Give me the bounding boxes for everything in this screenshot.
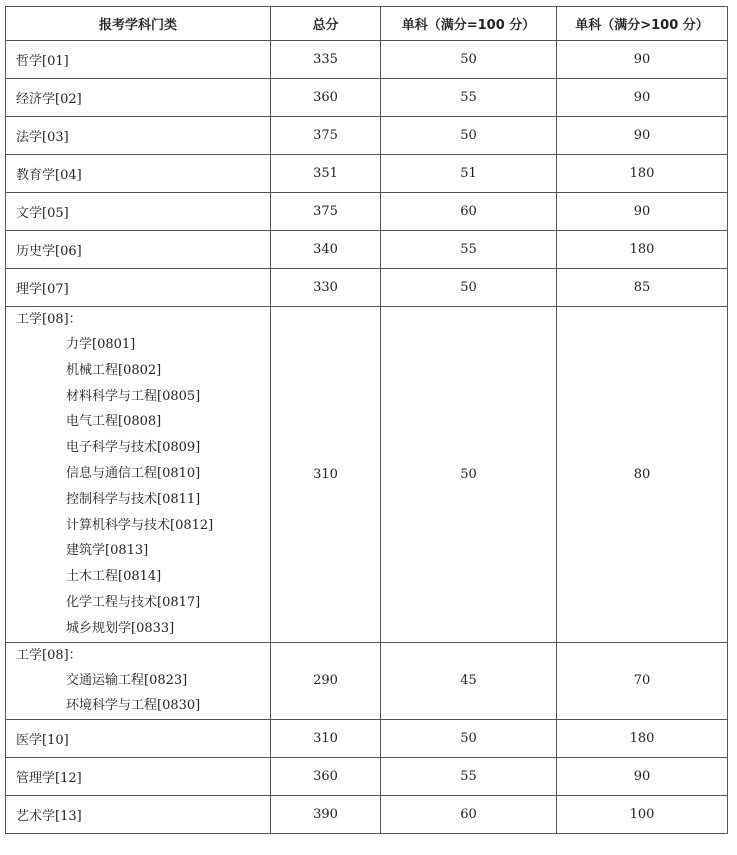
total-cell: 340 bbox=[271, 231, 381, 269]
subdiscipline-item: 材料科学与工程[0805] bbox=[66, 388, 201, 404]
subdiscipline-item: 交通运输工程[0823] bbox=[66, 672, 188, 688]
table-row bbox=[6, 796, 728, 834]
category-cell: 经济学[02] bbox=[6, 79, 271, 117]
subdiscipline-item: 建筑学[0813] bbox=[66, 543, 149, 559]
subdiscipline-item: 环境科学与工程[0830] bbox=[66, 698, 201, 714]
category-cell: 艺术学[13] bbox=[6, 796, 271, 834]
header-single-100: 单科（满分=100 分） bbox=[381, 7, 557, 41]
category-cell: 法学[03] bbox=[6, 117, 271, 155]
total-cell: 330 bbox=[271, 269, 381, 307]
single-gt100-cell: 180 bbox=[557, 155, 728, 193]
table-row bbox=[6, 231, 728, 269]
table-row bbox=[6, 155, 728, 193]
subdiscipline-list bbox=[16, 332, 270, 642]
category-group-cell bbox=[6, 307, 271, 643]
total-cell: 360 bbox=[271, 79, 381, 117]
single-gt100-cell: 180 bbox=[557, 720, 728, 758]
group-heading: 工学[08]： bbox=[16, 647, 82, 663]
header-category: 报考学科门类 bbox=[6, 7, 271, 41]
subdiscipline-item: 信息与通信工程[0810] bbox=[66, 465, 201, 481]
single-100-cell: 50 bbox=[381, 307, 557, 643]
total-cell: 310 bbox=[271, 307, 381, 643]
table-row bbox=[6, 79, 728, 117]
single-100-cell: 50 bbox=[381, 117, 557, 155]
single-gt100-cell: 80 bbox=[557, 307, 728, 643]
category-cell: 哲学[01] bbox=[6, 41, 271, 79]
single-gt100-cell: 70 bbox=[557, 642, 728, 720]
table-row bbox=[6, 41, 728, 79]
category-cell: 医学[10] bbox=[6, 720, 271, 758]
single-100-cell: 60 bbox=[381, 796, 557, 834]
total-cell: 390 bbox=[271, 796, 381, 834]
subdiscipline-item: 化学工程与技术[0817] bbox=[66, 594, 201, 610]
table-row bbox=[6, 720, 728, 758]
single-100-cell: 50 bbox=[381, 41, 557, 79]
subdiscipline-item: 电气工程[0808] bbox=[66, 414, 162, 430]
subdiscipline-item: 机械工程[0802] bbox=[66, 362, 162, 378]
subdiscipline-item: 电子科学与技术[0809] bbox=[66, 440, 201, 456]
category-cell: 管理学[12] bbox=[6, 758, 271, 796]
single-gt100-cell: 100 bbox=[557, 796, 728, 834]
total-cell: 360 bbox=[271, 758, 381, 796]
header-row bbox=[6, 7, 728, 41]
score-table bbox=[5, 6, 728, 834]
single-gt100-cell: 90 bbox=[557, 41, 728, 79]
header-single-gt100: 单科（满分>100 分） bbox=[557, 7, 728, 41]
subdiscipline-item: 控制科学与技术[0811] bbox=[66, 491, 201, 507]
single-gt100-cell: 90 bbox=[557, 758, 728, 796]
total-cell: 351 bbox=[271, 155, 381, 193]
single-gt100-cell: 90 bbox=[557, 117, 728, 155]
single-gt100-cell: 85 bbox=[557, 269, 728, 307]
single-100-cell: 55 bbox=[381, 79, 557, 117]
table-row bbox=[6, 193, 728, 231]
total-cell: 375 bbox=[271, 117, 381, 155]
category-cell: 文学[05] bbox=[6, 193, 271, 231]
table-row bbox=[6, 307, 728, 643]
category-cell: 教育学[04] bbox=[6, 155, 271, 193]
total-cell: 310 bbox=[271, 720, 381, 758]
category-group-cell bbox=[6, 642, 271, 720]
single-100-cell: 50 bbox=[381, 720, 557, 758]
group-heading: 工学[08]： bbox=[16, 312, 82, 327]
subdiscipline-item: 力学[0801] bbox=[66, 337, 136, 352]
total-cell: 290 bbox=[271, 642, 381, 720]
table-row bbox=[6, 642, 728, 720]
subdiscipline-list bbox=[16, 668, 270, 720]
category-cell: 理学[07] bbox=[6, 269, 271, 307]
single-100-cell: 51 bbox=[381, 155, 557, 193]
single-gt100-cell: 90 bbox=[557, 193, 728, 231]
total-cell: 335 bbox=[271, 41, 381, 79]
subdiscipline-item: 土木工程[0814] bbox=[66, 569, 162, 585]
subdiscipline-item: 城乡规划学[0833] bbox=[66, 620, 175, 636]
single-100-cell: 55 bbox=[381, 231, 557, 269]
total-cell: 375 bbox=[271, 193, 381, 231]
single-100-cell: 45 bbox=[381, 642, 557, 720]
single-100-cell: 60 bbox=[381, 193, 557, 231]
subdiscipline-item: 计算机科学与技术[0812] bbox=[66, 517, 214, 533]
table-row bbox=[6, 117, 728, 155]
single-gt100-cell: 180 bbox=[557, 231, 728, 269]
category-cell: 历史学[06] bbox=[6, 231, 271, 269]
single-gt100-cell: 90 bbox=[557, 79, 728, 117]
single-100-cell: 50 bbox=[381, 269, 557, 307]
single-100-cell: 55 bbox=[381, 758, 557, 796]
table-row bbox=[6, 269, 728, 307]
table-row bbox=[6, 758, 728, 796]
header-total: 总分 bbox=[271, 7, 381, 41]
